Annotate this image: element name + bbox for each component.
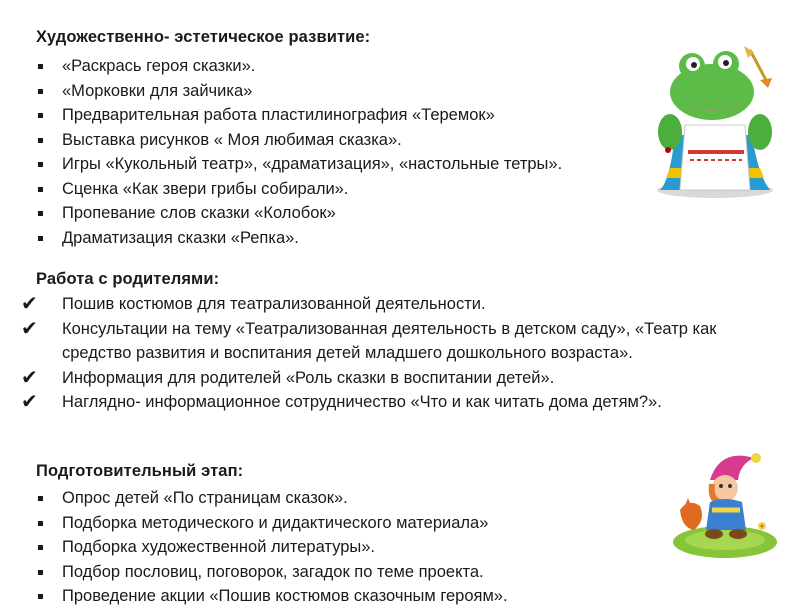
frog-illustration	[640, 40, 790, 200]
check-icon: ✔	[21, 391, 38, 413]
list-art	[0, 54, 562, 250]
list-item: Подборка художественной литературы».	[0, 535, 508, 560]
section-title-art: Художественно- эстетическое развитие:	[36, 28, 371, 46]
list-item: Сценка «Как звери грибы собирали».	[0, 177, 562, 202]
list-item: «Морковки для зайчика»	[0, 79, 562, 104]
list-item: ✔ Наглядно- информационное сотрудничество «Что и как читать дома детям?».	[21, 391, 662, 413]
list-item: Выставка рисунков « Моя любимая сказка».	[0, 128, 562, 153]
section-title-parents: Работа с родителями:	[36, 270, 220, 288]
list-parents	[0, 292, 752, 415]
section-title-prep: Подготовительный этап:	[36, 462, 244, 480]
list-item: ✔ Пошив костюмов для театрализованной деятельности.	[21, 293, 486, 315]
check-icon: ✔	[21, 317, 38, 340]
list-item: Подбор пословиц, поговорок, загадок по теме проекта.	[0, 560, 508, 585]
list-item: ✔ Консультации на тему «Театрализованная деятельность в детском саду», «Театр как средство развития и воспитания детей младшего дошкольного возраста».	[21, 317, 717, 362]
list-item: Пропевание слов сказки «Колобок»	[0, 201, 562, 226]
gnome-illustration	[670, 450, 780, 560]
list-item: Предварительная работа пластилинография «Теремок»	[0, 103, 562, 128]
list-prep	[0, 486, 508, 609]
check-icon: ✔	[21, 293, 38, 315]
list-item: Подборка методического и дидактического материала»	[0, 511, 508, 536]
list-item: Игры «Кукольный театр», «драматизация», «настольные тетры».	[0, 152, 562, 177]
list-item: ✔ Информация для родителей «Роль сказки в воспитании детей».	[21, 366, 555, 389]
list-item: Опрос детей «По страницам сказок».	[0, 486, 508, 511]
list-item: «Раскрась героя сказки».	[0, 54, 562, 79]
list-item: Проведение акции «Пошив костюмов сказочным героям».	[0, 584, 508, 609]
check-icon: ✔	[21, 366, 38, 389]
list-item: Драматизация сказки «Репка».	[0, 226, 562, 251]
